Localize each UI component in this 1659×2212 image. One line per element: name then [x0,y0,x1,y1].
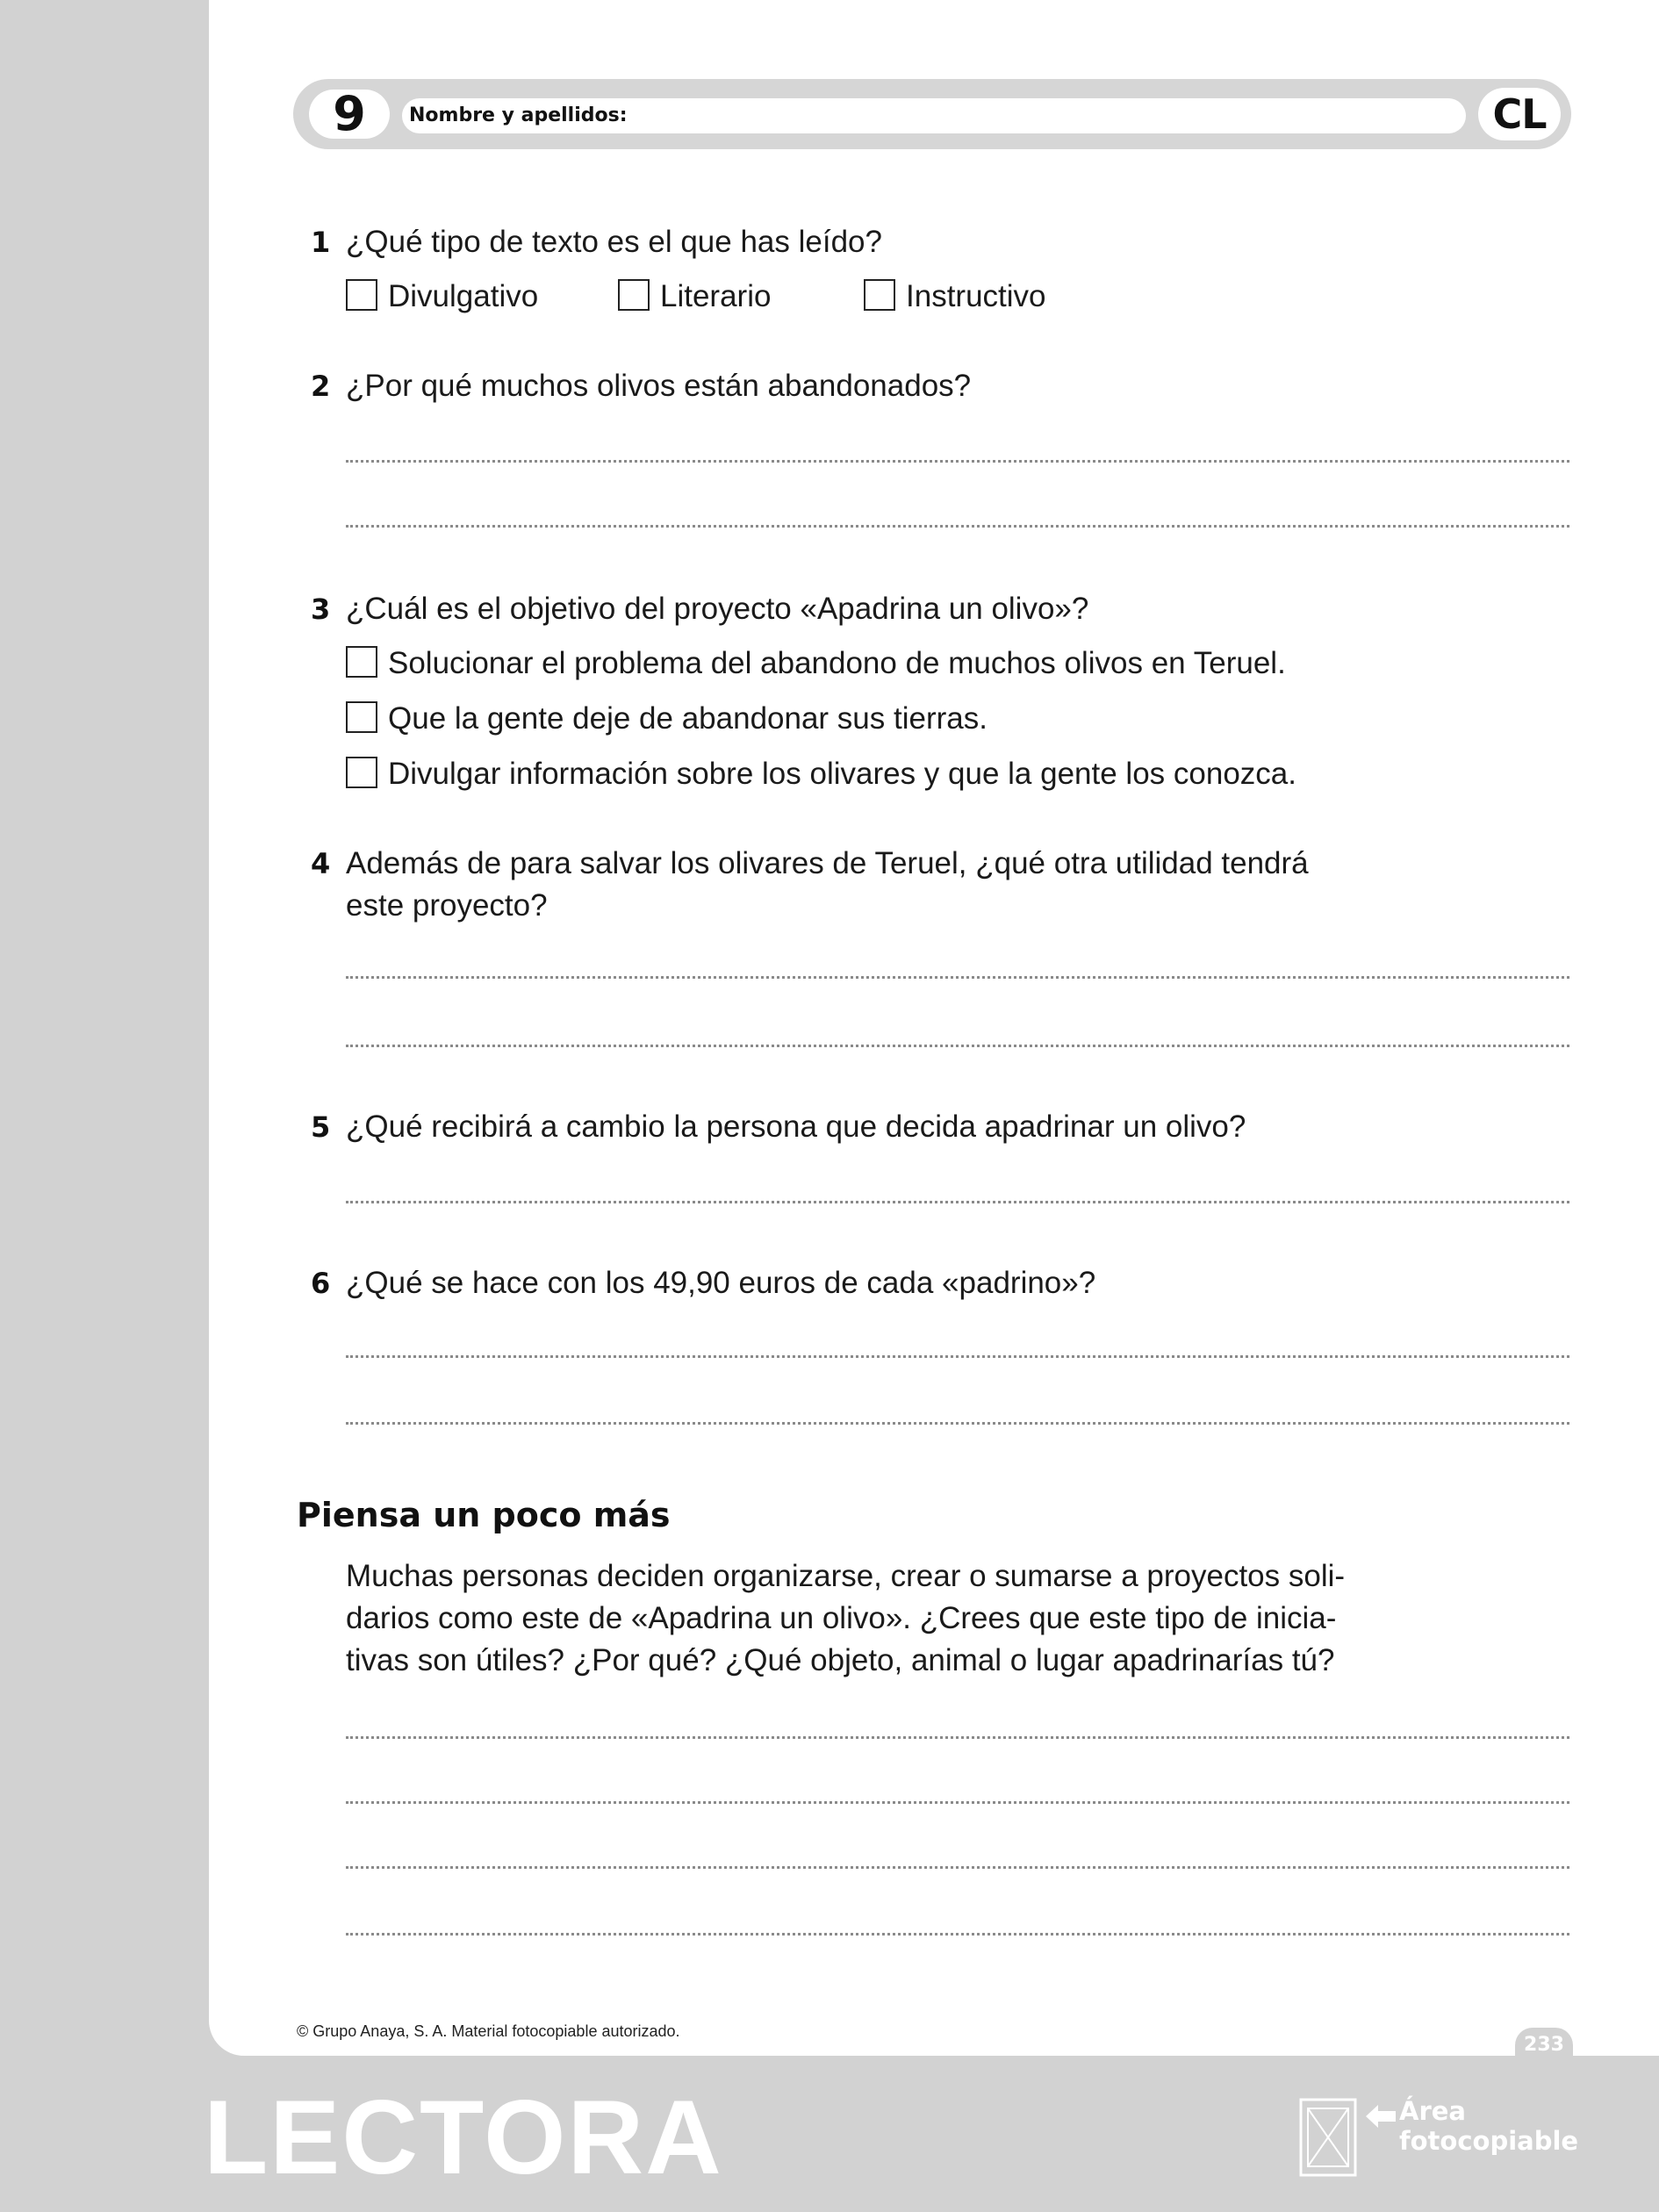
q1-option-literario: Literario [660,279,772,313]
area-label-line1: Área [1399,2096,1466,2126]
answer-line[interactable] [346,1355,1569,1358]
q1-option-instructivo: Instructivo [906,279,1046,313]
answer-line[interactable] [346,1933,1569,1936]
extra-line-3: tivas son útiles? ¿Por qué? ¿Qué objeto, animal o lugar apadrinarías tú? [346,1643,1335,1677]
area-code-badge: CL [1478,88,1561,140]
extra-line-2: darios como este de «Apadrina un olivo». ¿Crees que este tipo de inicia- [346,1601,1337,1635]
answer-line[interactable] [346,1201,1569,1203]
answer-line[interactable] [346,976,1569,979]
area-fotocopiable-label [1399,2096,1578,2156]
question-2-number: 2 [311,370,331,403]
answer-line[interactable] [346,460,1569,463]
section-title: Piensa un poco más [297,1496,671,1534]
q1-checkbox-divulgativo[interactable] [346,279,377,311]
unit-number: 9 [309,90,390,139]
q1-option-divulgativo: Divulgativo [388,279,539,313]
question-5-number: 5 [311,1110,331,1144]
question-1-text: ¿Qué tipo de texto es el que has leído? [346,225,882,259]
area-label-line2: fotocopiable [1399,2126,1579,2156]
question-4-number: 4 [311,847,331,880]
page-number: 233 [1515,2028,1573,2063]
q3-option-3: Divulgar información sobre los olivares y que la gente los conozca. [388,757,1296,791]
question-2-text: ¿Por qué muchos olivos están abandonados? [346,369,972,403]
question-5-text: ¿Qué recibirá a cambio la persona que decida apadrinar un olivo? [346,1110,1246,1144]
answer-line[interactable] [346,525,1569,528]
extra-line-1: Muchas personas deciden organizarse, crear o sumarse a proyectos soli- [346,1559,1346,1593]
q3-checkbox-2[interactable] [346,701,377,733]
arrow-left-icon [1366,2103,1396,2129]
extra-paragraph [346,1555,1382,1682]
question-6-number: 6 [311,1267,331,1300]
section-word: LECTORA [204,2079,723,2196]
name-label: Nombre y apellidos: [409,104,628,126]
q3-checkbox-1[interactable] [346,646,377,678]
question-6-text: ¿Qué se hace con los 49,90 euros de cada «padrino»? [346,1266,1096,1300]
photocopy-icon [1299,2098,1357,2177]
answer-line[interactable] [346,1736,1569,1739]
q1-checkbox-instructivo[interactable] [864,279,895,311]
question-1-number: 1 [311,226,331,259]
q3-option-1: Solucionar el problema del abandono de muchos olivos en Teruel. [388,646,1286,680]
answer-line[interactable] [346,1801,1569,1804]
copyright-notice: © Grupo Anaya, S. A. Material fotocopiable autorizado. [297,2022,680,2040]
question-3-number: 3 [311,592,331,626]
question-4-text-line2: este proyecto? [346,888,548,923]
q1-checkbox-literario[interactable] [618,279,650,311]
answer-line[interactable] [346,1422,1569,1425]
answer-line[interactable] [346,1866,1569,1869]
question-3-text: ¿Cuál es el objetivo del proyecto «Apadrina un olivo»? [346,592,1089,626]
q3-option-2: Que la gente deje de abandonar sus tierras. [388,701,988,736]
question-4-text-line1: Además de para salvar los olivares de Teruel, ¿qué otra utilidad tendrá [346,846,1309,880]
answer-line[interactable] [346,1045,1569,1047]
q3-checkbox-3[interactable] [346,757,377,788]
